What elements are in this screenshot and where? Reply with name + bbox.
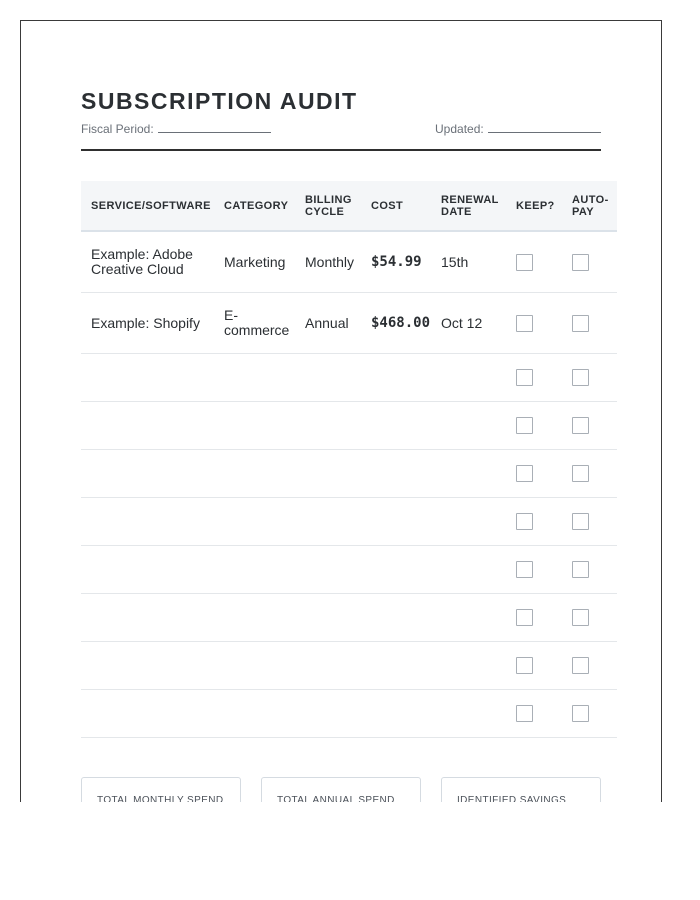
col-cost: COST <box>361 181 431 231</box>
category-cell[interactable] <box>214 642 295 690</box>
autopay-checkbox[interactable] <box>572 465 589 482</box>
cost-cell[interactable] <box>361 690 431 738</box>
autopay-checkbox[interactable] <box>572 609 589 626</box>
fiscal-period-label: Fiscal Period: <box>81 122 154 136</box>
autopay-checkbox[interactable] <box>572 561 589 578</box>
keep-checkbox[interactable] <box>516 315 533 332</box>
autopay-checkbox[interactable] <box>572 513 589 530</box>
keep-checkbox[interactable] <box>516 657 533 674</box>
keep-cell <box>506 690 562 738</box>
category-cell[interactable] <box>214 354 295 402</box>
autopay-cell <box>562 293 617 354</box>
renewal-date-cell: Oct 12 <box>431 293 506 354</box>
table-row <box>81 402 617 450</box>
table-row <box>81 642 617 690</box>
total-annual-spend-label: TOTAL ANNUAL SPEND <box>277 795 395 802</box>
renewal-date-cell[interactable] <box>431 594 506 642</box>
autopay-checkbox[interactable] <box>572 657 589 674</box>
keep-cell <box>506 498 562 546</box>
keep-checkbox[interactable] <box>516 609 533 626</box>
keep-checkbox[interactable] <box>516 465 533 482</box>
autopay-cell <box>562 594 617 642</box>
category-cell: Marketing <box>214 231 295 293</box>
table-row <box>81 293 617 354</box>
category-cell[interactable] <box>214 594 295 642</box>
keep-cell <box>506 642 562 690</box>
cost-cell[interactable] <box>361 354 431 402</box>
service-cell[interactable] <box>81 546 214 594</box>
table-row <box>81 231 617 293</box>
billing-cycle-cell[interactable] <box>295 690 361 738</box>
cost-cell[interactable] <box>361 450 431 498</box>
autopay-cell <box>562 546 617 594</box>
table-row <box>81 498 617 546</box>
keep-cell <box>506 293 562 354</box>
billing-cycle-cell[interactable] <box>295 402 361 450</box>
category-cell[interactable] <box>214 498 295 546</box>
autopay-checkbox[interactable] <box>572 254 589 271</box>
fiscal-period-blank[interactable] <box>158 122 271 133</box>
autopay-cell <box>562 642 617 690</box>
keep-checkbox[interactable] <box>516 513 533 530</box>
keep-checkbox[interactable] <box>516 561 533 578</box>
autopay-checkbox[interactable] <box>572 369 589 386</box>
keep-cell <box>506 546 562 594</box>
service-cell[interactable] <box>81 402 214 450</box>
table-row <box>81 354 617 402</box>
keep-cell <box>506 594 562 642</box>
billing-cycle-cell[interactable] <box>295 450 361 498</box>
billing-cycle-cell[interactable] <box>295 354 361 402</box>
service-cell[interactable] <box>81 450 214 498</box>
autopay-cell <box>562 354 617 402</box>
autopay-checkbox[interactable] <box>572 705 589 722</box>
autopay-cell <box>562 690 617 738</box>
table-row <box>81 594 617 642</box>
col-service: SERVICE/SOFTWARE <box>81 181 214 231</box>
cost-cell[interactable] <box>361 498 431 546</box>
subscription-table <box>81 181 617 738</box>
renewal-date-cell[interactable] <box>431 546 506 594</box>
identified-savings-box <box>441 777 601 802</box>
cost-cell[interactable] <box>361 594 431 642</box>
keep-checkbox[interactable] <box>516 254 533 271</box>
autopay-cell <box>562 231 617 293</box>
autopay-cell <box>562 450 617 498</box>
updated-field <box>435 122 601 136</box>
service-cell[interactable] <box>81 594 214 642</box>
cost-cell: $54.99 <box>361 231 431 293</box>
renewal-date-cell[interactable] <box>431 642 506 690</box>
page-title: SUBSCRIPTION AUDIT <box>81 88 358 114</box>
updated-blank[interactable] <box>488 122 601 133</box>
renewal-date-cell[interactable] <box>431 354 506 402</box>
billing-cycle-cell[interactable] <box>295 642 361 690</box>
billing-cycle-cell: Monthly <box>295 231 361 293</box>
keep-checkbox[interactable] <box>516 369 533 386</box>
table-row <box>81 690 617 738</box>
keep-checkbox[interactable] <box>516 705 533 722</box>
service-cell: Example: Adobe Creative Cloud <box>81 231 214 293</box>
renewal-date-cell[interactable] <box>431 498 506 546</box>
renewal-date-cell[interactable] <box>431 402 506 450</box>
header-divider <box>81 149 601 151</box>
autopay-cell <box>562 402 617 450</box>
category-cell[interactable] <box>214 402 295 450</box>
cost-cell: $468.00 <box>361 293 431 354</box>
keep-checkbox[interactable] <box>516 417 533 434</box>
category-cell[interactable] <box>214 546 295 594</box>
col-keep: KEEP? <box>506 181 562 231</box>
service-cell: Example: Shopify <box>81 293 214 354</box>
cost-cell[interactable] <box>361 546 431 594</box>
table-row <box>81 546 617 594</box>
identified-savings-label: IDENTIFIED SAVINGS <box>457 795 567 802</box>
col-autopay: AUTO-PAY <box>562 181 617 231</box>
fiscal-period-field <box>81 122 271 136</box>
total-monthly-spend-label: TOTAL MONTHLY SPEND <box>97 795 224 802</box>
billing-cycle-cell[interactable] <box>295 546 361 594</box>
total-monthly-spend-box <box>81 777 241 802</box>
autopay-cell <box>562 498 617 546</box>
total-annual-spend-box <box>261 777 421 802</box>
keep-cell <box>506 450 562 498</box>
autopay-checkbox[interactable] <box>572 417 589 434</box>
keep-cell <box>506 354 562 402</box>
col-billing-cycle: BILLING CYCLE <box>295 181 361 231</box>
service-cell[interactable] <box>81 690 214 738</box>
autopay-checkbox[interactable] <box>572 315 589 332</box>
col-renewal-date: RENEWAL DATE <box>431 181 506 231</box>
cost-cell[interactable] <box>361 642 431 690</box>
billing-cycle-cell[interactable] <box>295 498 361 546</box>
category-cell[interactable] <box>214 690 295 738</box>
renewal-date-cell[interactable] <box>431 690 506 738</box>
table-header-row <box>81 181 617 231</box>
keep-cell <box>506 402 562 450</box>
renewal-date-cell: 15th <box>431 231 506 293</box>
service-cell[interactable] <box>81 354 214 402</box>
renewal-date-cell[interactable] <box>431 450 506 498</box>
cost-cell[interactable] <box>361 402 431 450</box>
billing-cycle-cell: Annual <box>295 293 361 354</box>
updated-label: Updated: <box>435 122 484 136</box>
billing-cycle-cell[interactable] <box>295 594 361 642</box>
service-cell[interactable] <box>81 642 214 690</box>
category-cell[interactable] <box>214 450 295 498</box>
audit-sheet <box>20 20 662 802</box>
col-category: CATEGORY <box>214 181 295 231</box>
keep-cell <box>506 231 562 293</box>
category-cell: E-commerce <box>214 293 295 354</box>
service-cell[interactable] <box>81 498 214 546</box>
table-row <box>81 450 617 498</box>
